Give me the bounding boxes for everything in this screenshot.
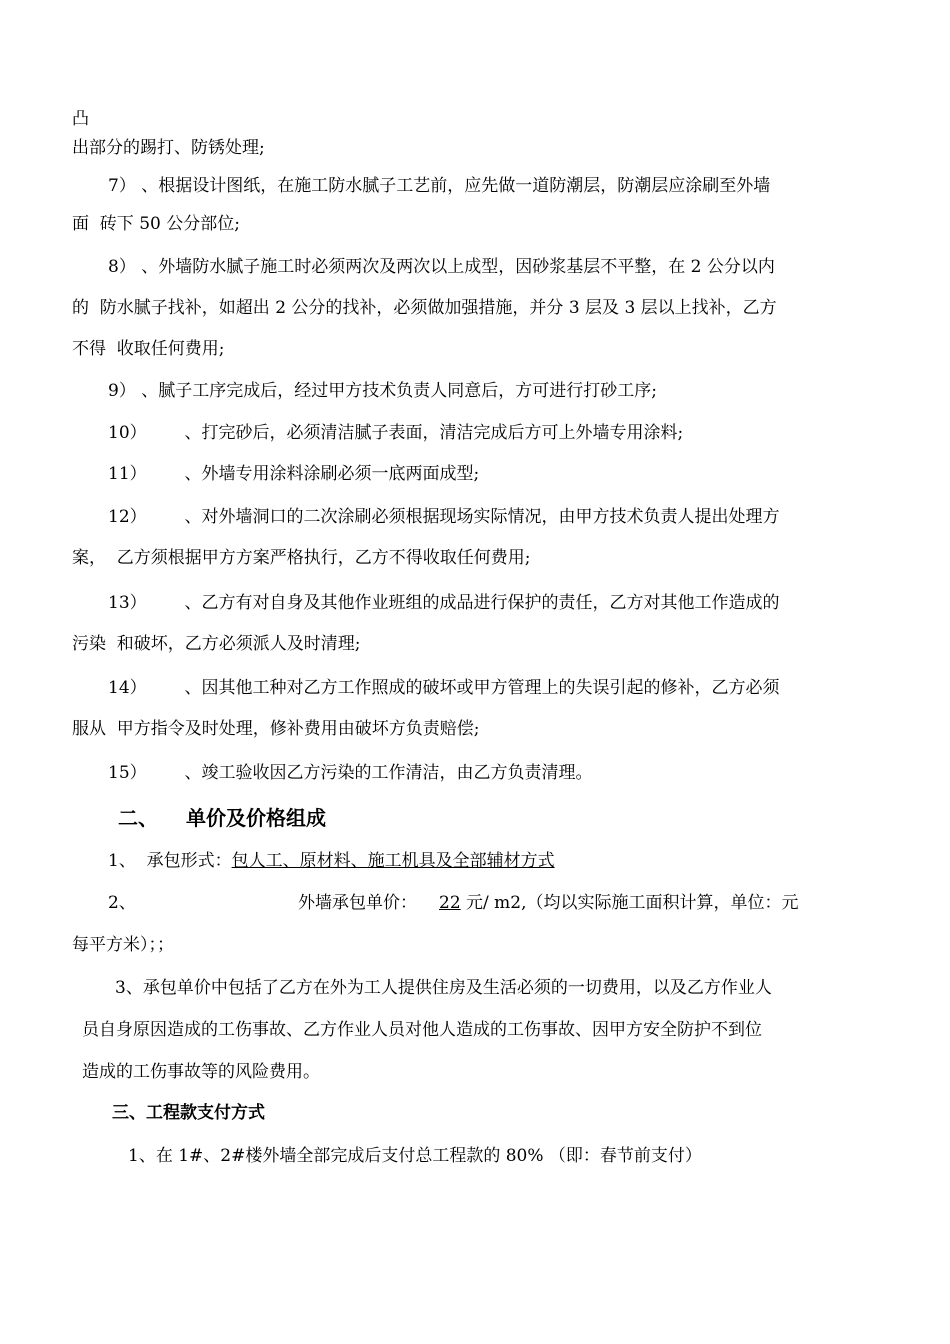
item-1-value: 包人工、原材料、施工机具及全部辅材方式	[231, 851, 555, 871]
clause-14-cont: 服从 甲方指令及时处理，修补费用由破坏方负责赔偿;	[72, 719, 480, 739]
clause-9: 9） 、腻子工序完成后，经过甲方技术负责人同意后，方可进行打砂工序;	[108, 381, 657, 401]
section-2-item-3: 3、承包单价中包括了乙方在外为工人提供住房及生活必须的一切费用，以及乙方作业人	[115, 978, 772, 998]
section-2-item-1	[108, 850, 555, 872]
clause-12-cont: 案， 乙方须根据甲方方案严格执行，乙方不得收取任何费用;	[72, 548, 531, 568]
clause-13: 13） 、乙方有对自身及其他作业班组的成品进行保护的责任，乙方对其他工作造成的	[108, 593, 780, 613]
clause-15: 15） 、竣工验收因乙方污染的工作清洁，由乙方负责清理。	[108, 763, 593, 783]
item-1-label: 1、 承包形式：	[108, 851, 232, 871]
section-2-item-2-cont: 每平方米）；；	[72, 935, 174, 955]
section-3-item-1: 1、在 1#、2#楼外墙全部完成后支付总工程款的 80% （即：春节前支付）	[128, 1146, 702, 1166]
clause-8: 8） 、外墙防水腻子施工时必须两次及两次以上成型，因砂浆基层不平整，在 2 公分以内	[108, 257, 775, 277]
clause-10: 10） 、打完砂后，必须清洁腻子表面，清洁完成后方可上外墙专用涂料;	[108, 423, 684, 443]
clause-11: 11） 、外墙专用涂料涂刷必须一底两面成型;	[108, 464, 480, 484]
clause-12: 12） 、对外墙洞口的二次涂刷必须根据现场实际情况，由甲方技术负责人提出处理方	[108, 507, 780, 527]
section-2-item-2	[298, 892, 799, 914]
clause-8-cont: 不得 收取任何费用;	[72, 339, 225, 359]
section-3-title: 三、工程款支付方式	[112, 1103, 265, 1123]
text-line: 凸	[72, 109, 89, 129]
unit-price-detail: 元/ m2,（均以实际施工面积计算，单位：元	[460, 893, 799, 913]
section-2-item-2-number: 2、	[108, 893, 136, 913]
clause-14: 14） 、因其他工种对乙方工作照成的破坏或甲方管理上的失误引起的修补，乙方必须	[108, 678, 780, 698]
clause-8-cont: 的 防水腻子找补，如超出 2 公分的找补，必须做加强措施，并分 3 层及 3 层以上找补，乙方	[72, 298, 777, 318]
text-line: 出部分的踢打、防锈处理;	[72, 138, 265, 158]
unit-price-value: 22	[439, 893, 461, 913]
section-2-item-3-cont: 造成的工伤事故等的风险费用。	[82, 1062, 320, 1082]
section-2-item-3-cont: 员自身原因造成的工伤事故、乙方作业人员对他人造成的工伤事故、因甲方安全防护不到位	[82, 1020, 762, 1040]
unit-price-label: 外墙承包单价：	[298, 893, 417, 913]
clause-7-cont: 面 砖下 50 公分部位;	[72, 214, 240, 234]
clause-13-cont: 污染 和破坏，乙方必须派人及时清理;	[72, 634, 361, 654]
section-2-number: 二、	[118, 806, 158, 830]
section-2-title: 单价及价格组成	[186, 806, 326, 830]
clause-7: 7） 、根据设计图纸，在施工防水腻子工艺前，应先做一道防潮层，防潮层应涂刷至外墙	[108, 176, 771, 196]
